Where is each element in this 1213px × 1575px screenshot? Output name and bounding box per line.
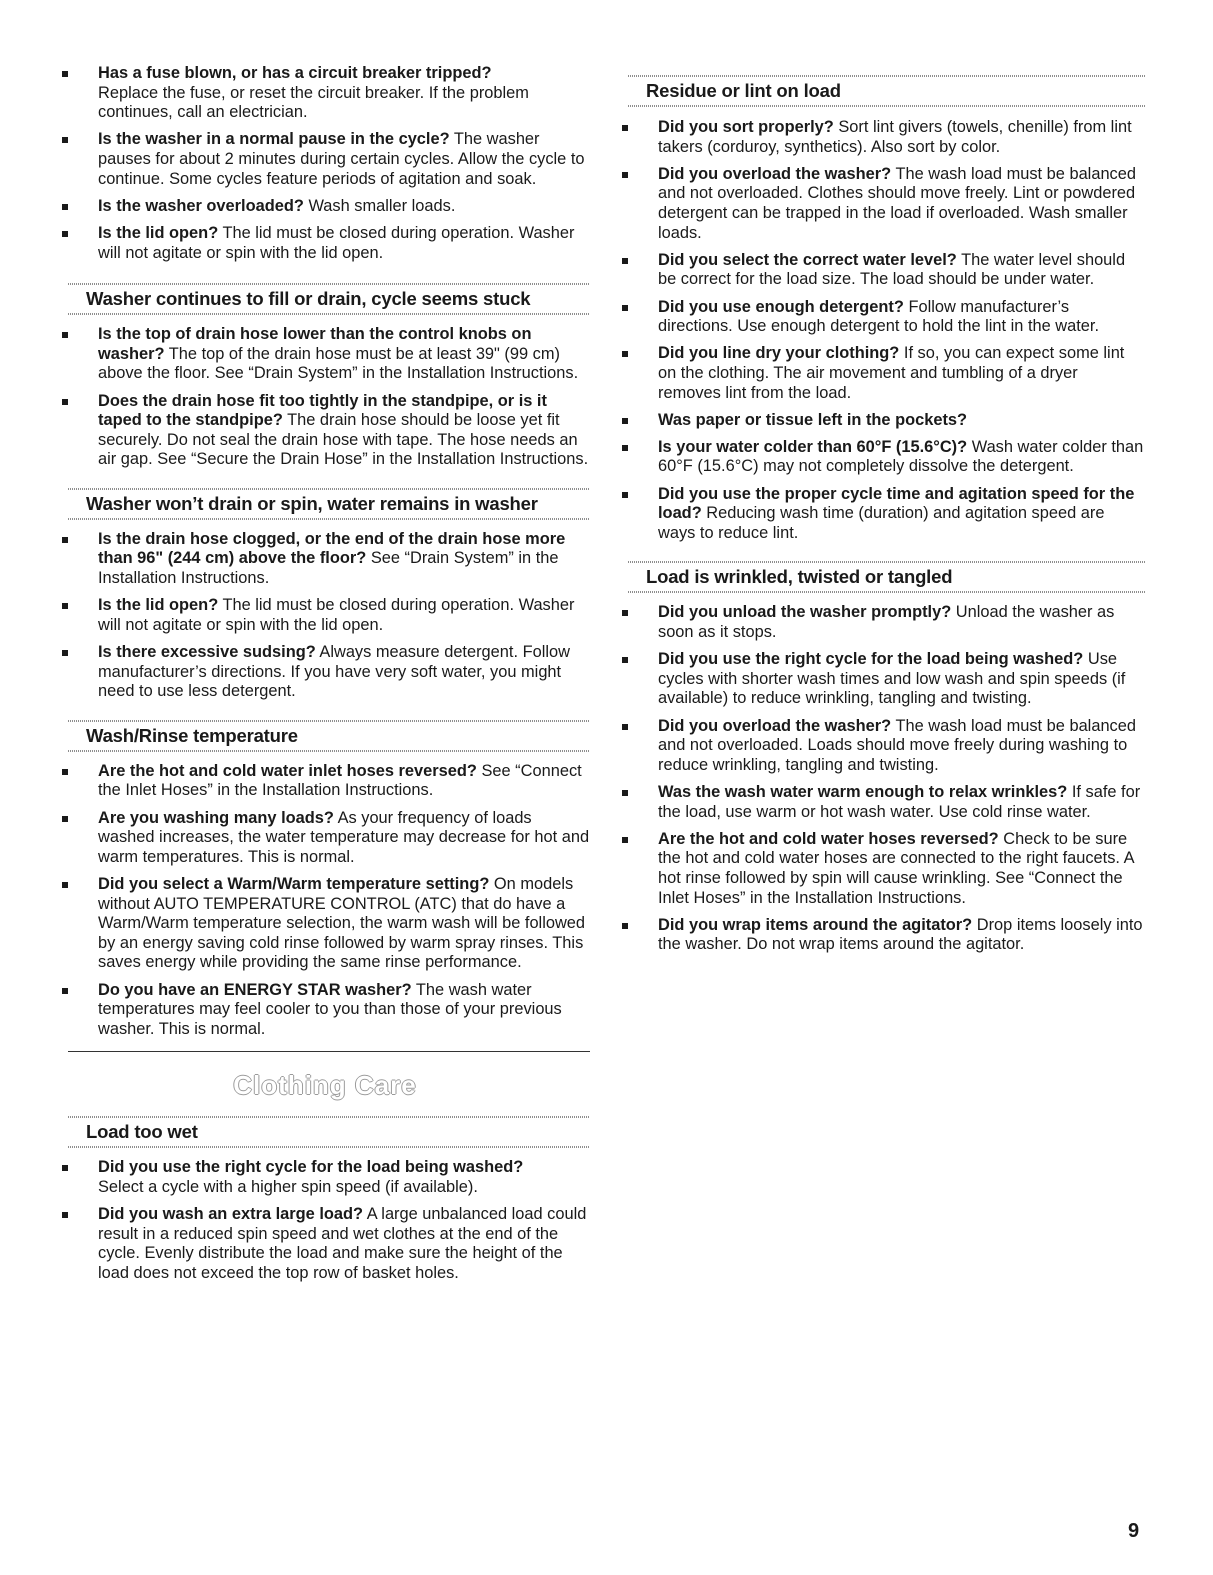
list-item: Does the drain hose fit too tightly in the standpipe, or is it taped to the standpipe? The drain hose should be loose yet fit securely. Do not seal the drain hose with tape. The hose needs an air gap. See “Secure the Drain Hose” in the Installation Instructions. [60, 392, 590, 470]
list-item: Did you select the correct water level? The water level should be correct for the load size. The load should be under water. [620, 251, 1145, 290]
section-heading-wont-drain: Washer won’t drain or spin, water remains in washer [60, 489, 590, 519]
right-column [620, 0, 1145, 963]
list-item: Did you select a Warm/Warm temperature setting? On models without AUTO TEMPERATURE CONTROL (ATC) that do have a Warm/Warm temperature selection, the warm wash will be followed by an energy saving cold rinse followed by warm spray rinses. This saves energy while providing the same rinse performance. [60, 875, 590, 973]
too-wet-list [60, 1158, 590, 1283]
section-heading-temperature: Wash/Rinse temperature [60, 721, 590, 751]
section-divider [68, 1051, 590, 1052]
list-item: Is the lid open? The lid must be closed during operation. Washer will not agitate or spin with the lid open. [60, 596, 590, 635]
list-item: Was paper or tissue left in the pockets? [620, 411, 1145, 431]
list-item: Is your water colder than 60°F (15.6°C)? Wash water colder than 60°F (15.6°C) may not completely dissolve the detergent. [620, 438, 1145, 477]
section-heading-residue: Residue or lint on load [620, 76, 1145, 106]
page-number: 9 [1128, 1520, 1140, 1542]
list-item: Is the lid open? The lid must be closed during operation. Washer will not agitate or spin with the lid open. [60, 224, 590, 263]
temperature-list [60, 762, 590, 1040]
residue-list [620, 118, 1145, 543]
list-item: Did you use the right cycle for the load being washed? Select a cycle with a higher spin speed (if available). [60, 1158, 590, 1197]
list-item: Did you overload the washer? The wash load must be balanced and not overloaded. Clothes should move freely. Lint or powdered detergent can be trapped in the load if overloaded. Wash smaller loads. [620, 165, 1145, 243]
intro-list [60, 64, 590, 263]
list-item: Did you overload the washer? The wash load must be balanced and not overloaded. Loads should move freely during washing to reduce wrinkling, tangling and twisting. [620, 717, 1145, 776]
list-item: Did you use the right cycle for the load being washed? Use cycles with shorter wash times and low wash and spin speeds (if available) to reduce wrinkling, tangling and twisting. [620, 650, 1145, 709]
list-item: Did you line dry your clothing? If so, you can expect some lint on the clothing. The air movement and tumbling of a dryer removes lint from the load. [620, 344, 1145, 403]
section-heading-too-wet: Load too wet [60, 1117, 590, 1147]
list-item: Is the top of drain hose lower than the control knobs on washer? The top of the drain hose must be at least 39" (99 cm) above the floor. See “Drain System” in the Installation Instructions. [60, 325, 590, 384]
list-item: Did you use enough detergent? Follow manufacturer’s directions. Use enough detergent to hold the lint in the water. [620, 298, 1145, 337]
list-item: Are the hot and cold water hoses reversed? Check to be sure the hot and cold water hoses are connected to the right faucets. A hot rinse followed by spin will cause wrinkling. See “Connect the Inlet Hoses” in the Installation Instructions. [620, 830, 1145, 908]
list-item: Has a fuse blown, or has a circuit breaker tripped? Replace the fuse, or reset the circuit breaker. If the problem continues, call an electrician. [60, 64, 590, 123]
section-heading-fill-drain: Washer continues to fill or drain, cycle seems stuck [60, 284, 590, 314]
list-item: Do you have an ENERGY STAR washer? The wash water temperatures may feel cooler to you than those of your previous washer. This is normal. [60, 981, 590, 1040]
list-item: Is there excessive sudsing? Always measure detergent. Follow manufacturer’s directions. If you have very soft water, you might need to use less detergent. [60, 643, 590, 702]
list-item: Did you wash an extra large load? A large unbalanced load could result in a reduced spin speed and wet clothes at the end of the cycle. Evenly distribute the load and make sure the height of the load does not exceed the top row of basket holes. [60, 1205, 590, 1283]
list-item: Is the washer overloaded? Wash smaller loads. [60, 197, 590, 217]
list-item: Did you unload the washer promptly? Unload the washer as soon as it stops. [620, 603, 1145, 642]
list-item: Was the wash water warm enough to relax wrinkles? If safe for the load, use warm or hot wash water. Use cold rinse water. [620, 783, 1145, 822]
list-item: Is the washer in a normal pause in the cycle? The washer pauses for about 2 minutes during certain cycles. Allow the cycle to continue. Some cycles feature periods of agitation and soak. [60, 130, 590, 189]
list-item: Are the hot and cold water inlet hoses reversed? See “Connect the Inlet Hoses” in the Installation Instructions. [60, 762, 590, 801]
wrinkled-list [620, 603, 1145, 954]
section-heading-wrinkled: Load is wrinkled, twisted or tangled [620, 562, 1145, 592]
list-item: Did you sort properly? Sort lint givers (towels, chenille) from lint takers (corduroy, synthetics). Also sort by color. [620, 118, 1145, 157]
clothing-care-title: Clothing Care [233, 1070, 417, 1101]
list-item: Did you use the proper cycle time and agitation speed for the load? Reducing wash time (duration) and agitation speed are ways to reduce lint. [620, 485, 1145, 544]
list-item: Are you washing many loads? As your frequency of loads washed increases, the water temperature may decrease for hot and warm temperatures. This is normal. [60, 809, 590, 868]
fill-drain-list [60, 325, 590, 470]
left-column [60, 0, 590, 1291]
list-item: Is the drain hose clogged, or the end of the drain hose more than 96" (244 cm) above the floor? See “Drain System” in the Installation Instructions. [60, 530, 590, 589]
wont-drain-list [60, 530, 590, 702]
list-item: Did you wrap items around the agitator? Drop items loosely into the washer. Do not wrap items around the agitator. [620, 916, 1145, 955]
